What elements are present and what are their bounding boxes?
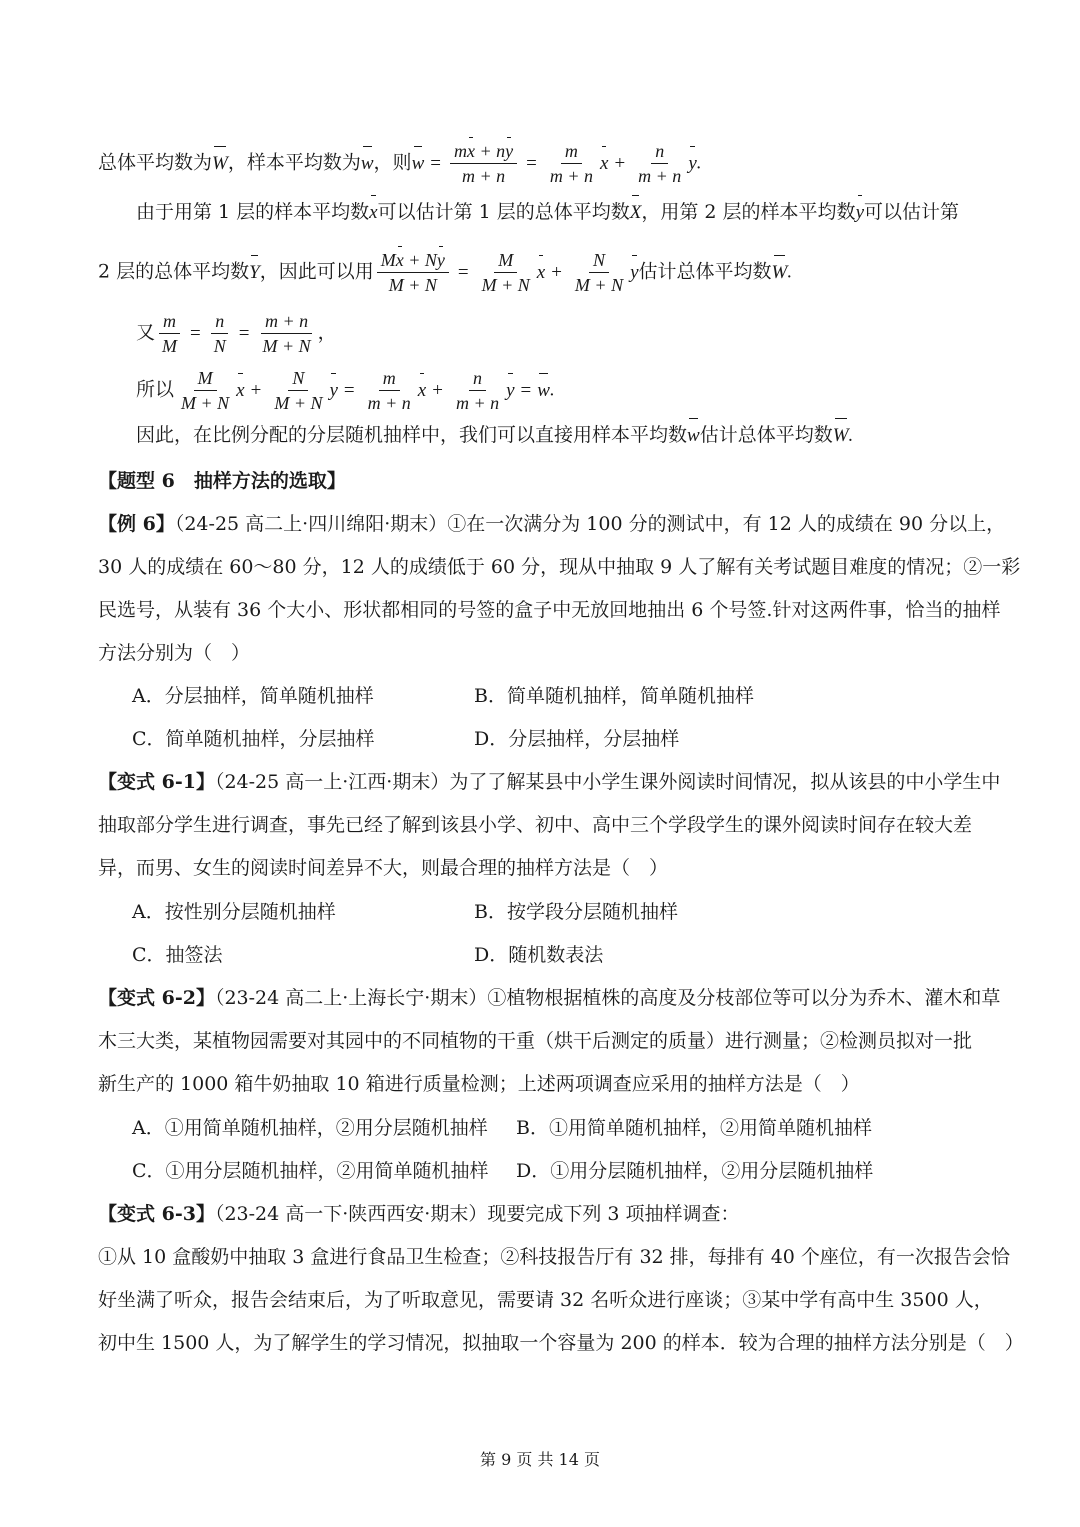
variant61-option-d: D．随机数表法 [474, 944, 604, 966]
example6-option-a: A．分层抽样，简单随机抽样 [132, 685, 374, 707]
formula-line-4: 又 $\frac{m}{M}$ = $\frac{n}{N}$ = $\frac{m + n}{M + N}$ ， [136, 311, 337, 356]
formula-line-3: 2 层的总体平均数Y，因此可以用 $\frac{Mx + Ny}{M + N}$ = $\frac{M}{M + N}$ x + $\frac{N}{M + N}$ y估计总体平均数W. [98, 250, 793, 295]
formula-line-2: 由于用第 1 层的样本平均数x可以估计第 1 层的总体平均数X，用第 2 层的样本平均数y可以估计第 [136, 197, 985, 228]
example6-line-4: 方法分别为（ ） [98, 642, 251, 664]
example6-option-c: C．简单随机抽样，分层抽样 [132, 728, 375, 750]
variant63-line-1: 【变式 6-3】（23-24 高一下·陕西西安·期末）现要完成下列 3 项抽样调查： [98, 1203, 740, 1225]
variant63-line-3: 好坐满了听众，报告会结束后，为了听取意见，需要请 32 名听众进行座谈；③某中学有高中生 3500 人， [98, 1289, 993, 1311]
variant62-line-2: 木三大类，某植物园需要对其园中的不同植物的干重（烘干后测定的质量）进行测量；②检测员拟对一批 [98, 1030, 973, 1052]
variant62-option-c: C．①用分层随机抽样，②用简单随机抽样 [132, 1160, 489, 1182]
variant62-option-b: B．①用简单随机抽样，②用简单随机抽样 [516, 1117, 872, 1139]
variant63-line-4: 初中生 1500 人，为了解学生的学习情况，拟抽取一个容量为 200 的样本．较为合理的抽样方法分别是（ ） [98, 1332, 1024, 1354]
variant61-line-1: 【变式 6-1】（24-25 高一上·江西·期末）为了了解某县中小学生课外阅读时间情况，拟从该县的中小学生中 [98, 771, 1001, 793]
page-footer: 第 9 页 共 14 页 [480, 1450, 600, 1469]
variant62-line-1: 【变式 6-2】（23-24 高二上·上海长宁·期末）①植物根据植株的高度及分枝部位等可以分为乔木、灌木和草 [98, 987, 1001, 1009]
variant61-line-3: 异，而男、女生的阅读时间差异不大，则最合理的抽样方法是（ ） [98, 857, 669, 879]
example6-line-2: 30 人的成绩在 60～80 分，12 人的成绩低于 60 分，现从中抽取 9 人了解有关考试题目难度的情况；②一彩 [98, 556, 1021, 578]
variant61-option-c: C．抽签法 [132, 944, 223, 966]
formula-line-5: 所以 $\frac{M}{M + N}$ x + $\frac{N}{M + N}$ y = $\frac{m}{m + n}$ x + $\frac{n}{m + n}$ y = w. [136, 368, 555, 413]
variant61-option-b: B．按学段分层随机抽样 [474, 901, 678, 923]
variant63-line-2: ①从 10 盒酸奶中抽取 3 盒进行食品卫生检查；②科技报告厅有 32 排，每排有 40 个座位，有一次报告会恰 [98, 1246, 1010, 1268]
variant62-option-d: D．①用分层随机抽样，②用分层随机抽样 [516, 1160, 874, 1182]
variant61-option-a: A．按性别分层随机抽样 [132, 901, 336, 923]
variant61-line-2: 抽取部分学生进行调查，事先已经了解到该县小学、初中、高中三个学段学生的课外阅读时间存在较大差 [98, 814, 973, 836]
section-heading: 【题型 6 抽样方法的选取】 [98, 470, 346, 492]
example6-line-3: 民选号，从装有 36 个大小、形状都相同的号签的盒子中无放回地抽出 6 个号签.针对这两件事，恰当的抽样 [98, 599, 1001, 621]
variant62-line-3: 新生产的 1000 箱牛奶抽取 10 箱进行质量检测；上述两项调查应采用的抽样方法是（ ） [98, 1073, 860, 1095]
example6-option-d: D．分层抽样，分层抽样 [474, 728, 680, 750]
example6-option-b: B．简单随机抽样，简单随机抽样 [474, 685, 754, 707]
formula-line-1: 总体平均数为W，样本平均数为w，则w = $\frac{mx + ny}{m + n}$ = $\frac{m}{m + n}$ x + $\frac{n}{m + n}$ y. [98, 141, 702, 186]
formula-line-6: 因此，在比例分配的分层随机抽样中，我们可以直接用样本平均数w估计总体平均数W. [136, 420, 985, 451]
variant62-option-a: A．①用简单随机抽样，②用分层随机抽样 [132, 1117, 488, 1139]
example6-line-1: 【例 6】（24-25 高二上·四川绵阳·期末）①在一次满分为 100 分的测试中，有 12 人的成绩在 90 分以上， [98, 513, 1006, 535]
